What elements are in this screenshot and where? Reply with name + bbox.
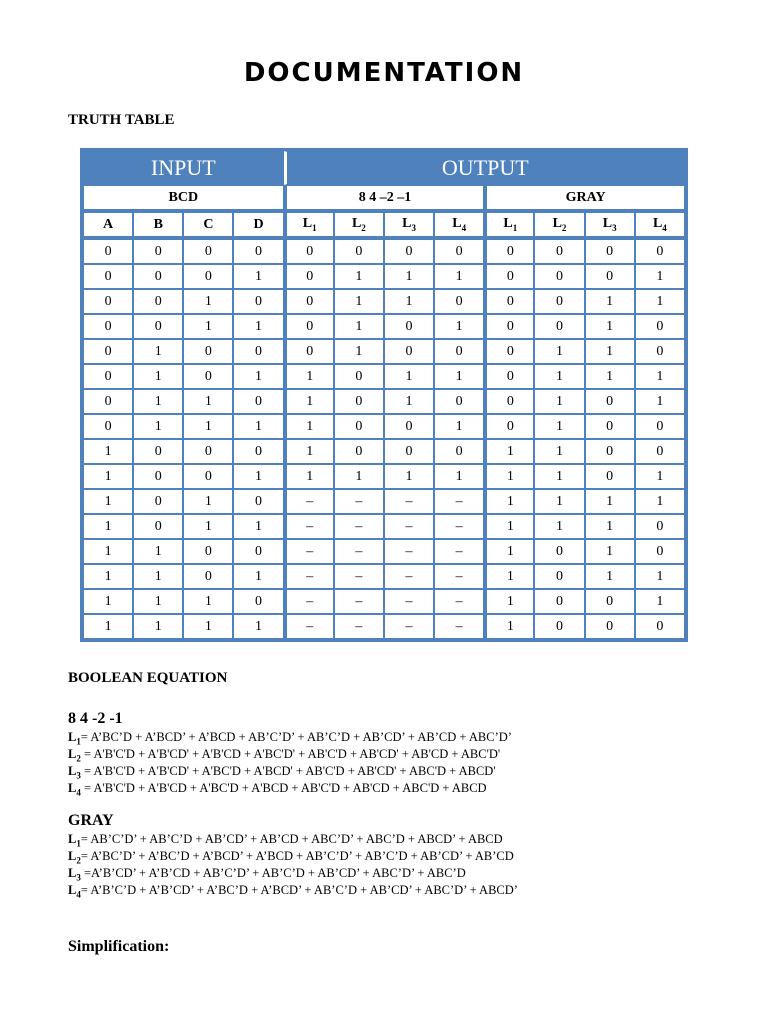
equation-line: $L_3$ =A’B’CD’ + A’B’CD + AB’C’D’ + AB’C’D + AB’CD’ + ABC’D’ + ABC’D (68, 866, 466, 883)
table-cell: – (384, 564, 434, 589)
table-cell: 1 (585, 564, 635, 589)
table-cell: 1 (384, 464, 434, 489)
table-cell: 1 (83, 489, 133, 514)
table-cell: 1 (334, 339, 384, 364)
table-cell: – (284, 489, 334, 514)
table-cell: 0 (83, 364, 133, 389)
table-cell: 1 (434, 464, 484, 489)
table-cell: 1 (83, 564, 133, 589)
table-cell: 0 (183, 339, 233, 364)
table-cell: – (284, 564, 334, 589)
table-cell: 1 (635, 264, 685, 289)
group-8421: 8 4 –2 –1 (284, 185, 485, 212)
table-cell: 0 (585, 589, 635, 614)
table-row (83, 264, 685, 289)
table-cell: 1 (384, 389, 434, 414)
table-cell: – (384, 489, 434, 514)
simplification-heading: Simplification: (68, 938, 170, 955)
table-cell: 0 (183, 364, 233, 389)
table-cell: 1 (585, 289, 635, 314)
table-cell: 1 (334, 264, 384, 289)
table-cell: 0 (534, 564, 584, 589)
table-cell: – (434, 564, 484, 589)
table-cell: – (334, 539, 384, 564)
table-cell: 0 (635, 539, 685, 564)
equation-line: $L_1=$ AB’C’D’ + AB’C’D + AB’CD’ + AB’CD + ABC’D’ + ABC’D + ABCD’ + ABCD (68, 832, 503, 849)
table-cell: 0 (334, 439, 384, 464)
table-cell: 0 (133, 439, 183, 464)
table-cell: 0 (534, 539, 584, 564)
column-header-8421-l2: $L_2$ (334, 212, 384, 239)
table-row (83, 239, 685, 264)
table-cell: 1 (233, 614, 283, 639)
table-cell: 1 (334, 464, 384, 489)
table-cell: 0 (83, 264, 133, 289)
table-cell: – (284, 539, 334, 564)
table-cell: – (334, 514, 384, 539)
table-cell: 1 (133, 539, 183, 564)
table-cell: 0 (83, 389, 133, 414)
table-cell: 1 (384, 264, 434, 289)
table-row (83, 289, 685, 314)
table-cell: 1 (484, 539, 534, 564)
column-header-bcd-d: D (233, 212, 283, 239)
table-cell: 0 (83, 414, 133, 439)
table-cell: 1 (284, 464, 334, 489)
table-cell: 1 (434, 264, 484, 289)
table-cell: 1 (534, 514, 584, 539)
table-cell: 0 (434, 389, 484, 414)
equation-line: $L_1=$ A’BC’D + A’BCD’ + A’BCD + AB’C’D’ + AB’C’D + AB’CD’ + AB’CD + ABC’D’ (68, 730, 512, 747)
table-cell: 0 (534, 314, 584, 339)
table-cell: – (384, 589, 434, 614)
table-cell: 0 (384, 314, 434, 339)
table-cell: 0 (484, 264, 534, 289)
table-cell: – (334, 564, 384, 589)
table-row (83, 414, 685, 439)
table-cell: 0 (233, 539, 283, 564)
table-row (83, 439, 685, 464)
table-cell: 1 (233, 514, 283, 539)
equation-line: $L_4 = A'B'C'D + A'B'CD + A'BC'D + A'BCD + AB'C'D + AB'CD + ABC'D$ + ABCD (68, 781, 487, 798)
table-cell: 1 (83, 464, 133, 489)
table-cell: 1 (635, 589, 685, 614)
table-cell: 0 (585, 414, 635, 439)
table-cell: 0 (434, 239, 484, 264)
table-cell: 0 (233, 239, 283, 264)
table-cell: 1 (183, 514, 233, 539)
column-header-bcd-c: C (183, 212, 233, 239)
table-cell: – (334, 614, 384, 639)
table-cell: 0 (233, 289, 283, 314)
column-header-gray-l3: $L_3$ (585, 212, 635, 239)
table-cell: 0 (83, 289, 133, 314)
table-cell: 1 (183, 314, 233, 339)
table-cell: – (284, 614, 334, 639)
table-cell: 0 (384, 414, 434, 439)
table-cell: 1 (484, 489, 534, 514)
table-cell: – (434, 539, 484, 564)
table-cell: – (284, 589, 334, 614)
table-cell: 1 (133, 364, 183, 389)
table-row (83, 464, 685, 489)
table-cell: 0 (334, 239, 384, 264)
table-cell: 1 (133, 564, 183, 589)
equations-gray-heading: GRAY (68, 812, 114, 829)
column-header-gray-l4: $L_4$ (635, 212, 685, 239)
equation-line: $L_2=$ A’BC’D’ + A’BC’D + A’BCD’ + A’BCD + AB’C’D’ + AB’C’D + AB’CD’ + AB’CD (68, 849, 514, 866)
column-header-bcd-a: A (83, 212, 133, 239)
table-cell: 1 (334, 289, 384, 314)
table-cell: 1 (384, 289, 434, 314)
table-cell: 0 (585, 439, 635, 464)
table-cell: 1 (484, 514, 534, 539)
truth-table-body (83, 239, 685, 639)
table-cell: 0 (434, 339, 484, 364)
table-row (83, 364, 685, 389)
table-cell: 1 (83, 514, 133, 539)
output-header: OUTPUT (284, 151, 685, 185)
table-cell: 1 (233, 314, 283, 339)
table-cell: 0 (585, 239, 635, 264)
column-header-8421-l3: $L_3$ (384, 212, 434, 239)
table-cell: 1 (233, 364, 283, 389)
table-cell: 0 (534, 589, 584, 614)
table-cell: 0 (133, 289, 183, 314)
table-cell: 1 (534, 364, 584, 389)
table-cell: 0 (484, 389, 534, 414)
table-cell: 0 (585, 464, 635, 489)
table-cell: 1 (284, 414, 334, 439)
table-cell: 1 (585, 489, 635, 514)
table-cell: 0 (83, 339, 133, 364)
table-cell: 1 (183, 414, 233, 439)
column-header-gray-l1: $L_1$ (484, 212, 534, 239)
equation-line: $L_3 = A'B'C'D + A'B'CD' + A'BC'D + A'BCD' + AB'C'D + AB'CD' + ABC'D$ + ABCD' (68, 764, 496, 781)
truth-table (80, 148, 688, 642)
table-cell: 0 (233, 589, 283, 614)
table-cell: 0 (133, 239, 183, 264)
table-cell: 1 (284, 439, 334, 464)
equation-line: $L_2 = A'B'C'D + A'B'CD' + A'B'CD + A'BC'D' + AB'C'D + AB'CD' + AB'CD + ABC'D'$ (68, 747, 501, 764)
table-cell: 0 (484, 364, 534, 389)
table-cell: 1 (183, 289, 233, 314)
table-cell: 0 (635, 439, 685, 464)
group-bcd: BCD (83, 185, 284, 212)
table-cell: 1 (534, 414, 584, 439)
table-cell: 1 (534, 439, 584, 464)
table-cell: 0 (133, 464, 183, 489)
table-cell: 1 (534, 389, 584, 414)
table-cell: 1 (183, 389, 233, 414)
table-cell: 1 (484, 464, 534, 489)
table-cell: 1 (233, 464, 283, 489)
table-cell: 1 (484, 589, 534, 614)
table-cell: 1 (585, 539, 635, 564)
table-cell: 1 (434, 414, 484, 439)
table-cell: 0 (534, 264, 584, 289)
equation-line: $L_4=$ A’B’C’D + A’B’CD’ + A’BC’D + A’BCD’ + AB’C’D + AB’CD’ + ABC’D’ + ABCD’ (68, 883, 518, 900)
table-cell: 0 (635, 314, 685, 339)
table-cell: 0 (133, 264, 183, 289)
table-cell: 1 (534, 464, 584, 489)
table-cell: 0 (635, 414, 685, 439)
group-gray: GRAY (484, 185, 685, 212)
table-cell: 1 (585, 339, 635, 364)
table-cell: 1 (133, 339, 183, 364)
table-cell: 0 (484, 314, 534, 339)
table-row (83, 564, 685, 589)
table-cell: 0 (585, 264, 635, 289)
table-cell: 0 (233, 389, 283, 414)
table-cell: 0 (484, 339, 534, 364)
table-cell: 0 (334, 389, 384, 414)
table-cell: 1 (233, 264, 283, 289)
table-cell: 0 (183, 464, 233, 489)
table-row (83, 589, 685, 614)
table-cell: 0 (434, 289, 484, 314)
table-cell: – (334, 589, 384, 614)
equations-8421-heading: 8 4 -2 -1 (68, 710, 123, 727)
truth-table-group-header (83, 185, 685, 212)
table-cell: 1 (133, 389, 183, 414)
table-cell: 1 (434, 314, 484, 339)
table-cell: 0 (484, 414, 534, 439)
table-cell: 1 (133, 414, 183, 439)
table-cell: 1 (635, 364, 685, 389)
table-cell: 1 (635, 389, 685, 414)
table-cell: 0 (635, 614, 685, 639)
table-cell: 0 (534, 289, 584, 314)
table-cell: 0 (534, 239, 584, 264)
table-cell: 0 (284, 314, 334, 339)
table-row (83, 489, 685, 514)
table-cell: 0 (635, 339, 685, 364)
table-cell: 1 (585, 314, 635, 339)
table-cell: 1 (434, 364, 484, 389)
table-row (83, 314, 685, 339)
table-cell: 0 (83, 314, 133, 339)
column-header-bcd-b: B (133, 212, 183, 239)
table-cell: 1 (585, 514, 635, 539)
table-cell: 1 (635, 289, 685, 314)
table-row (83, 339, 685, 364)
table-cell: – (434, 589, 484, 614)
table-cell: 1 (484, 439, 534, 464)
table-cell: 1 (384, 364, 434, 389)
table-cell: 0 (434, 439, 484, 464)
table-row (83, 389, 685, 414)
table-cell: 0 (284, 239, 334, 264)
table-cell: – (384, 514, 434, 539)
page-title: DOCUMENTATION (243, 58, 525, 88)
table-cell: 1 (233, 564, 283, 589)
table-cell: 0 (284, 289, 334, 314)
table-cell: 0 (334, 364, 384, 389)
table-cell: 0 (183, 539, 233, 564)
table-cell: – (334, 489, 384, 514)
table-cell: 0 (384, 439, 434, 464)
table-cell: 0 (233, 489, 283, 514)
table-cell: 0 (635, 514, 685, 539)
table-cell: 0 (534, 614, 584, 639)
table-cell: 0 (484, 239, 534, 264)
truth-table-main-header (83, 151, 685, 185)
table-cell: 1 (635, 464, 685, 489)
table-cell: 0 (284, 264, 334, 289)
table-cell: 0 (183, 564, 233, 589)
table-cell: 0 (334, 414, 384, 439)
table-cell: – (284, 514, 334, 539)
table-cell: 0 (233, 439, 283, 464)
table-cell: 1 (635, 564, 685, 589)
boolean-equation-heading: BOOLEAN EQUATION (68, 670, 228, 686)
table-cell: 1 (183, 614, 233, 639)
table-cell: 1 (83, 614, 133, 639)
table-cell: 0 (233, 339, 283, 364)
table-cell: 1 (233, 414, 283, 439)
table-cell: 1 (534, 489, 584, 514)
table-cell: 0 (133, 514, 183, 539)
table-row (83, 514, 685, 539)
table-cell: 1 (284, 389, 334, 414)
table-cell: 1 (534, 339, 584, 364)
table-cell: 0 (635, 239, 685, 264)
table-row (83, 539, 685, 564)
table-cell: 0 (133, 489, 183, 514)
table-cell: 0 (384, 239, 434, 264)
column-header-8421-l4: $L_4$ (434, 212, 484, 239)
column-header-gray-l2: $L_2$ (534, 212, 584, 239)
table-cell: – (434, 614, 484, 639)
table-cell: 0 (585, 614, 635, 639)
table-cell: 0 (484, 289, 534, 314)
table-cell: 0 (183, 239, 233, 264)
table-cell: – (384, 539, 434, 564)
table-cell: 0 (133, 314, 183, 339)
table-cell: 0 (183, 439, 233, 464)
table-cell: 0 (284, 339, 334, 364)
column-header-8421-l1: $L_1$ (284, 212, 334, 239)
table-cell: 1 (83, 589, 133, 614)
table-cell: 1 (484, 614, 534, 639)
table-cell: 1 (133, 589, 183, 614)
table-cell: 1 (334, 314, 384, 339)
table-cell: 0 (83, 239, 133, 264)
table-cell: – (384, 614, 434, 639)
table-cell: 1 (133, 614, 183, 639)
table-cell: 1 (183, 589, 233, 614)
table-cell: 1 (484, 564, 534, 589)
table-row (83, 614, 685, 639)
table-cell: 0 (183, 264, 233, 289)
table-cell: 0 (585, 389, 635, 414)
table-cell: 0 (384, 339, 434, 364)
truth-table-heading: TRUTH TABLE (68, 112, 175, 128)
table-cell: 1 (284, 364, 334, 389)
truth-table-column-header (83, 212, 685, 239)
input-header: INPUT (83, 151, 284, 185)
table-cell: 1 (83, 439, 133, 464)
table-cell: 1 (83, 539, 133, 564)
table-cell: – (434, 514, 484, 539)
table-cell: 1 (635, 489, 685, 514)
table-cell: – (434, 489, 484, 514)
table-cell: 1 (183, 489, 233, 514)
table-cell: 1 (585, 364, 635, 389)
